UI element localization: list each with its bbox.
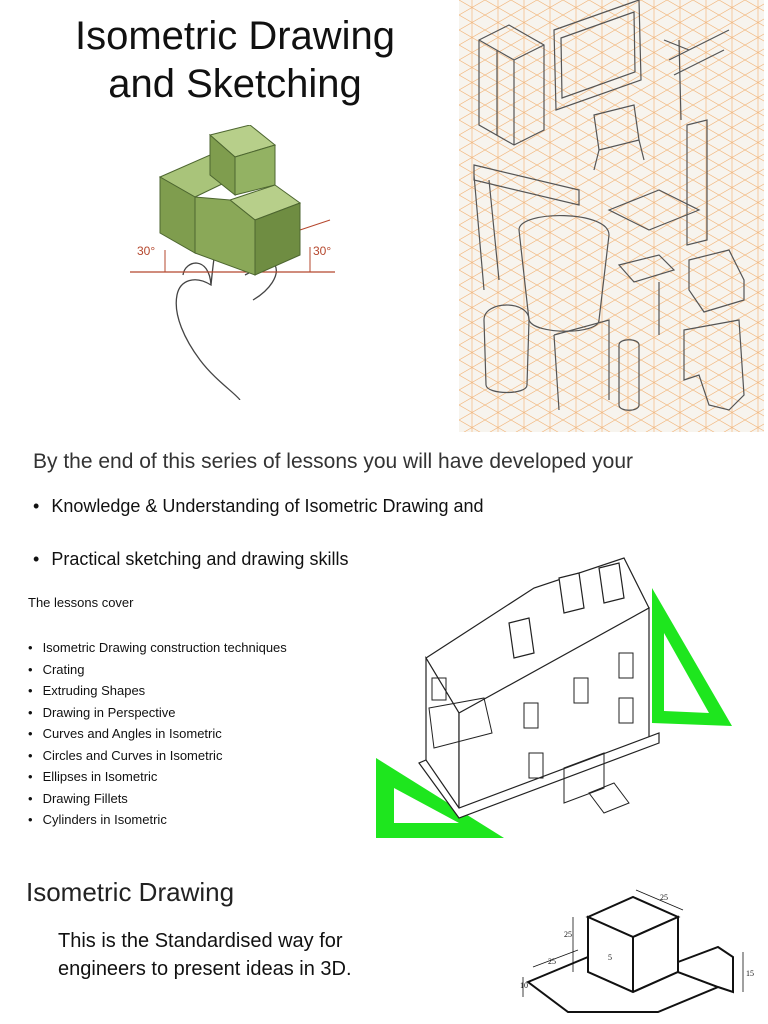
dimensioned-block-diagram xyxy=(518,882,768,1024)
dimension-label: 15 xyxy=(746,969,754,978)
topics-list xyxy=(28,637,287,831)
dimension-label: 25 xyxy=(548,957,556,966)
angle-label-left: 30° xyxy=(137,244,156,258)
section-description: This is the Standardised way for engineers to present ideas in 3D. xyxy=(58,930,352,980)
outcome-item: • Practical sketching and drawing skills xyxy=(33,549,348,570)
topic-item: • Curves and Angles in Isometric xyxy=(28,723,287,745)
isometric-sketch-paper xyxy=(459,0,764,432)
dimension-label: 25 xyxy=(660,893,668,902)
topic-item: • Drawing in Perspective xyxy=(28,702,287,724)
intro-text: By the end of this series of lessons you will have developed your xyxy=(33,450,634,473)
section-title: Isometric Drawing xyxy=(26,877,235,907)
topic-item: • Circles and Curves in Isometric xyxy=(28,745,287,767)
topic-item: • Drawing Fillets xyxy=(28,788,287,810)
isometric-block-icon xyxy=(160,125,300,275)
dimension-label: 10 xyxy=(520,981,528,990)
topic-item: • Extruding Shapes xyxy=(28,680,287,702)
title-line-1: Isometric Drawing xyxy=(74,14,396,58)
outcome-item: • Knowledge & Understanding of Isometric Drawing and xyxy=(33,496,484,517)
dimension-label: 25 xyxy=(564,930,572,939)
title-line-2: and Sketching xyxy=(108,62,362,106)
isometric-house-illustration xyxy=(374,548,736,840)
hand-holding-block-illustration xyxy=(125,125,340,400)
topic-item: • Cylinders in Isometric xyxy=(28,809,287,831)
topic-item: • Crating xyxy=(28,659,287,681)
lessons-label: The lessons cover xyxy=(28,595,134,610)
dimension-label: 5 xyxy=(608,953,612,962)
angle-label-right: 30° xyxy=(313,244,332,258)
topic-item: • Isometric Drawing construction techniques xyxy=(28,637,287,659)
page-title xyxy=(40,12,430,108)
topic-item: • Ellipses in Isometric xyxy=(28,766,287,788)
